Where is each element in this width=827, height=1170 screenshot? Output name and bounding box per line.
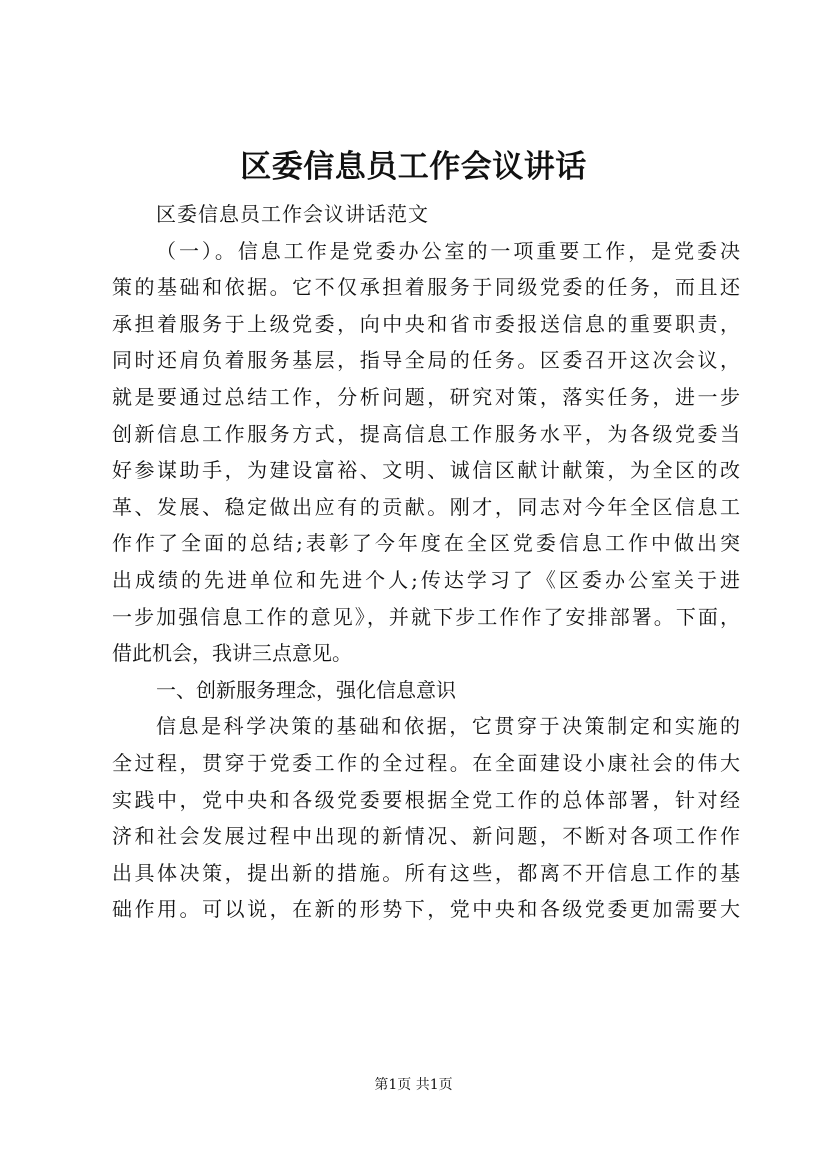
paragraph-line: （一）。信息工作是党委办公室的一项重要工作，是党委决	[156, 238, 740, 263]
paragraph-line: 就是要通过总结工作，分析问题，研究对策，落实任务，进一步	[112, 384, 740, 409]
document-title: 区委信息员工作会议讲话	[240, 149, 587, 185]
paragraph-line: 同时还肩负着服务基层，指导全局的任务。区委召开这次会议，	[112, 348, 740, 373]
paragraph-line: 作作了全面的总结;表彰了今年度在全区党委信息工作中做出突	[112, 531, 740, 556]
paragraph-line: 承担着服务于上级党委，向中央和省市委报送信息的重要职责，	[112, 311, 740, 336]
document-body	[112, 196, 740, 928]
paragraph-line: 础作用。可以说，在新的形势下，党中央和各级党委更加需要大	[112, 897, 740, 922]
paragraph-line: 信息是科学决策的基础和依据，它贯穿于决策制定和实施的	[156, 714, 740, 739]
paragraph-line: 实践中，党中央和各级党委要根据全党工作的总体部署，针对经	[112, 787, 740, 812]
document-subtitle: 区委信息员工作会议讲话范文	[156, 202, 429, 226]
section-heading: 一、创新服务理念，强化信息意识	[156, 677, 456, 702]
paragraph-line: 全过程，贯穿于党委工作的全过程。在全面建设小康社会的伟大	[112, 750, 740, 775]
paragraph-line: 一步加强信息工作的意见》，并就下步工作作了安排部署。下面，	[112, 604, 740, 629]
paragraph-line: 出成绩的先进单位和先进个人;传达学习了《区委办公室关于进	[112, 567, 740, 592]
paragraph-line: 好参谋助手，为建设富裕、文明、诚信区献计献策，为全区的改	[112, 458, 740, 483]
paragraph-line: 策的基础和依据。它不仅承担着服务于同级党委的任务，而且还	[112, 275, 740, 300]
page-number-footer: 第1页 共1页	[374, 1077, 453, 1093]
paragraph-line: 借此机会，我讲三点意见。	[112, 641, 352, 666]
paragraph-line: 济和社会发展过程中出现的新情况、新问题，不断对各项工作作	[112, 824, 740, 849]
paragraph-line: 出具体决策，提出新的措施。所有这些，都离不开信息工作的基	[112, 860, 740, 885]
paragraph-line: 创新信息工作服务方式，提高信息工作服务水平，为各级党委当	[112, 421, 740, 446]
paragraph-line: 革、发展、稳定做出应有的贡献。刚才，同志对今年全区信息工	[112, 494, 740, 519]
